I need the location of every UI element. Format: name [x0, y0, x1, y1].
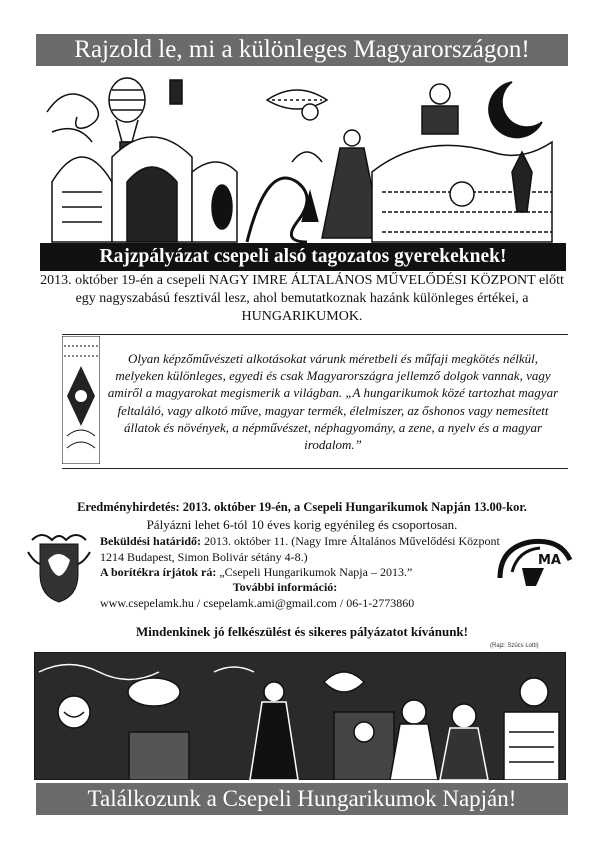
call-description-quote: Olyan képzőművészeti alkotásokat várunk méretbeli és műfaji megkötés nélkül, melyeken különleges, egyedi és csak Magyarországra jellemző dolgok vannak, vagy amiről a magyarokat megismerik a világban. „A hungarikumok közé tartozhat magyar feltaláló, vagy alkotó műve, magyar termék, élelmiszer, az őshonos vagy nemesített állatok és növények, a népművészet, néphagyomány, a zene, a nyelv és a magyar irodalom.” [107, 351, 559, 453]
coat-of-arms-icon [26, 530, 92, 604]
closing-wishes: Mindenkinek jó felkészülést és sikeres pályázatot kívánunk! [135, 624, 468, 639]
envelope-text: „Csepeli Hungarikumok Napja – 2013.” [216, 565, 413, 579]
organization-logo [492, 528, 578, 598]
bottom-title-banner: Találkozunk a Csepeli Hungarikumok Napján! [36, 783, 568, 815]
divider [62, 468, 568, 469]
intro-paragraph: 2013. október 19-én a csepeli NAGY IMRE ÁLTALÁNOS MŰVELŐDÉSI KÖZPONT előtt egy nagyszabású fesztivál lesz, ahol bemutatkoznak hazánk különleges értékei, a HUNGARIKUMOK. [40, 273, 564, 324]
side-ornament-illustration [62, 336, 100, 464]
deadline-label: Beküldési határidő: [100, 534, 202, 548]
eligibility-text: Pályázni lehet 6-tól 10 éves korig egyénileg és csoportosan. [146, 517, 458, 532]
bottom-drawing-illustration [34, 652, 566, 780]
envelope-instruction [100, 565, 520, 580]
submission-deadline [100, 533, 520, 565]
contact-line: www.csepelamk.hu / csepelamk.ami@gmail.com / 06-1-2773860 [100, 596, 415, 610]
logo-text: MA [538, 553, 561, 568]
divider [62, 334, 568, 335]
illustration-credit: (Rajz: Szücs Lotti) [490, 643, 539, 649]
more-info-heading: További információ: [232, 580, 338, 594]
results-announcement: Eredményhirdetés: 2013. október 19-én, a Csepeli Hungarikumok Napján 13.00-kor. [77, 500, 527, 514]
top-drawing-illustration [42, 72, 558, 244]
subtitle-banner: Rajzpályázat csepeli alsó tagozatos gyerekeknek! [40, 243, 566, 271]
deadline-text: 2013. október 11. (Nagy Imre Általános Művelődési Központ 1214 Budapest, Simon Bolivár sétány 4-8.) [100, 534, 500, 564]
top-title-banner: Rajzold le, mi a különleges Magyarországon! [36, 34, 568, 66]
envelope-label: A borítékra írjátok rá: [100, 565, 217, 579]
